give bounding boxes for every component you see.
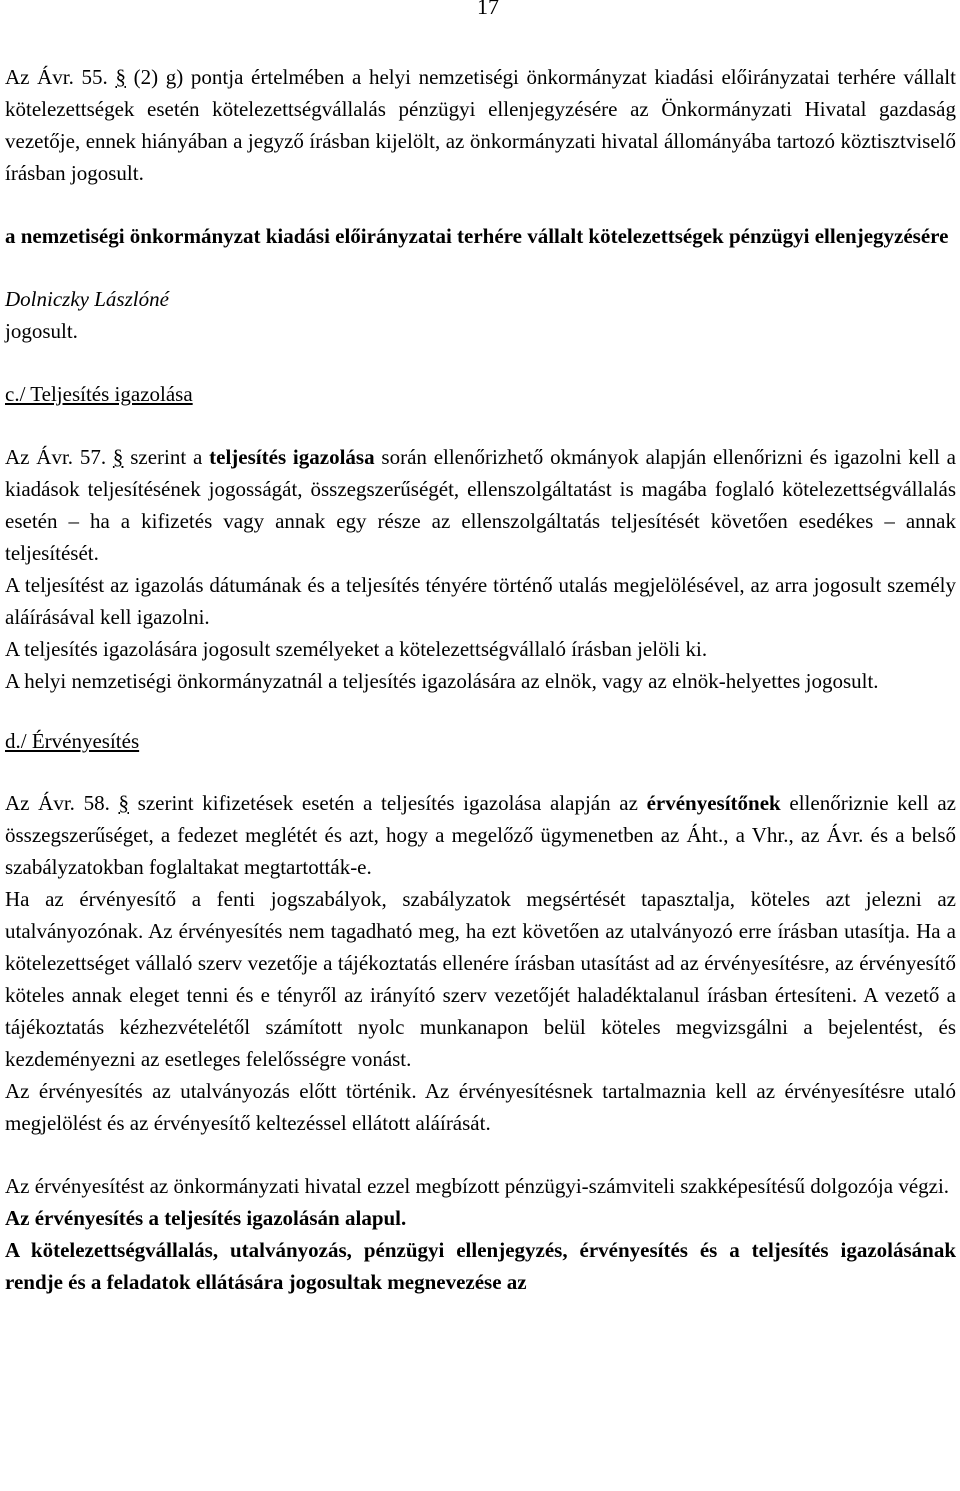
ervenyesites-paragraph-5: Az érvényesítés a teljesítés igazolásán alapul.	[5, 1206, 407, 1230]
text-run: során ellenőrizhető okmányok alapján ellenőrizni és igazolni kell a kiadások teljesítésének jogosságát, összegszerűségét, ellenszolgáltatást is magába foglaló kötelezettségvállalás esetén – ha a kifizetés vagy annak egy része az ellenszolgáltatás teljesítését követően esedékes – annak teljesítését.	[5, 445, 957, 565]
section-c-title: c./ Teljesítés igazolása	[5, 382, 193, 406]
text-run: ellenőriznie kell az összegszerűséget, a fedezet meglétét és azt, hogy a megelőző ügymenetben az Áht., a Vhr., az Ávr. és a belső szabályzatokban foglaltakat megtartották-e.	[5, 791, 956, 879]
text-run: Az Ávr. 58.	[5, 791, 119, 815]
text-run: (2) g) pontja értelmében a helyi nemzetiségi önkormányzat kiadási előirányzatai terhére vállalt kötelezettségek esetén kötelezettségvállalás pénzügyi ellenjegyzésére az Önkormányzati Hivatal gazdaság vezetője, ennek hiányában a jegyző írásban kijelölt, az önkormányzati hivatal állományába tartozó köztisztviselő írásban jogosult.	[5, 65, 956, 185]
text-run: Az Ávr. 55.	[5, 65, 116, 89]
text-run: szerint a	[123, 445, 210, 469]
ervenyesito-term: érvényesítőnek	[646, 791, 781, 815]
section-d-title: d./ Érvényesítés	[5, 729, 140, 753]
section-sign: §	[112, 445, 124, 469]
section-sign: §	[118, 791, 129, 815]
text-run: Az Ávr. 57.	[5, 445, 113, 469]
document-body	[5, 61, 956, 1298]
page-number: 17	[477, 0, 499, 19]
avr55-paragraph	[5, 61, 956, 189]
avr57-paragraph	[5, 441, 956, 569]
teljesites-paragraph-2: A teljesítést az igazolás dátumának és a teljesítés tényére történő utalás megjelölésével, az arra jogosult személy aláírásával kell igazolni.	[5, 573, 956, 629]
ellenjegyzes-heading: a nemzetiségi önkormányzat kiadási előirányzatai terhére vállalt kötelezettségek pénzügyi ellenjegyzésére	[5, 224, 949, 248]
ervenyesites-paragraph-6: A kötelezettségvállalás, utalványozás, pénzügyi ellenjegyzés, érvényesítés és a teljesítés igazolásának rendje és a feladatok ellátására jogosultak megnevezése az	[5, 1238, 956, 1294]
ervenyesites-paragraph-3: Az érvényesítés az utalványozás előtt történik. Az érvényesítésnek tartalmaznia kell az érvényesítésre utaló megjelölést és az érvényesítő keltezéssel ellátott aláírását.	[5, 1079, 956, 1135]
jogosult-text: jogosult.	[5, 319, 78, 343]
section-sign: §	[115, 65, 126, 89]
ervenyesites-paragraph-2: Ha az érvényesítő a fenti jogszabályok, szabályzatok megsértését tapasztalja, köteles azt jelezni az utalványozónak. Az érvényesítés nem tagadható meg, ha ezt követően az utalványozó erre írásban utasítja. Ha a kötelezettséget vállaló szerv vezetője a tájékoztatás ellenére írásban utasítást ad az érvényesítésre, az érvényesítő köteles annak eleget tenni és e tényről az irányító szerv vezetőjét haladéktalanul írásban értesíteni. A vezető a tájékoztatás kézhezvételétől számított nyolc munkanapon belül köteles megvizsgálni a bejelentést, és kezdeményezni az esetleges felelősségre vonást.	[5, 887, 956, 1071]
text-run: szerint kifizetések esetén a teljesítés igazolása alapján az	[128, 791, 647, 815]
authorized-person: Dolniczky Lászlóné	[5, 287, 169, 311]
teljesites-igazolasa-term: teljesítés igazolása	[209, 445, 375, 469]
avr58-paragraph	[5, 787, 956, 883]
teljesites-paragraph-4: A helyi nemzetiségi önkormányzatnál a teljesítés igazolására az elnök, vagy az elnök-helyettes jogosult.	[5, 669, 879, 693]
teljesites-paragraph-3: A teljesítés igazolására jogosult személyeket a kötelezettségvállaló írásban jelöli ki.	[5, 637, 708, 661]
ervenyesites-paragraph-4: Az érvényesítést az önkormányzati hivatal ezzel megbízott pénzügyi-számviteli szakképesítésű dolgozója végzi.	[5, 1174, 950, 1198]
